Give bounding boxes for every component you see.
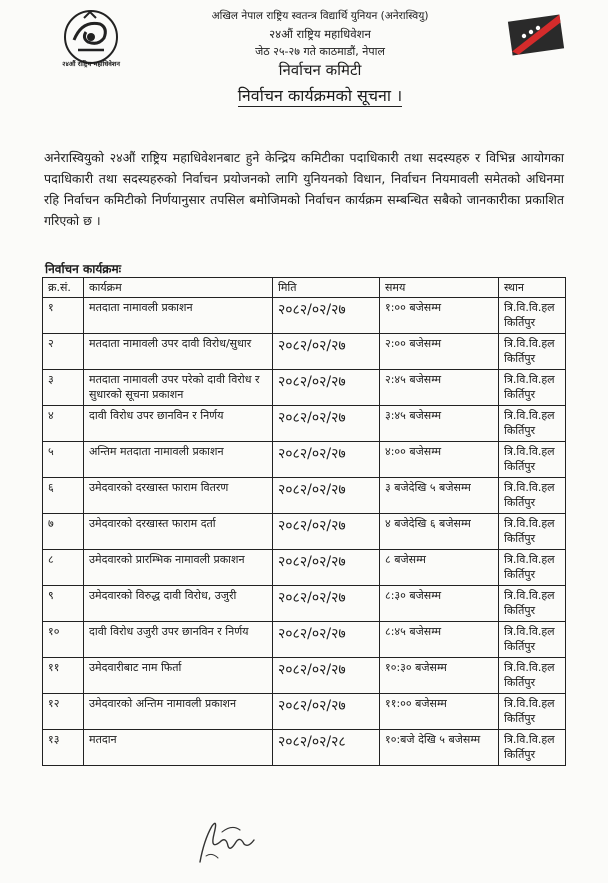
row-program: मतदाता नामावली उपर परेको दावी विरोध र सुधारको सूचना प्रकाशन <box>84 370 273 406</box>
header-program: कार्यक्रम <box>84 278 273 298</box>
row-time: ८ बजेसम्म <box>380 550 499 586</box>
header-date: मिति <box>273 278 380 298</box>
table-row <box>43 694 566 730</box>
row-time: ४ बजेदेखि ६ बजेसम्म <box>380 514 499 550</box>
notice-title-text: निर्वाचन कार्यक्रमको सूचना । <box>237 86 403 105</box>
row-time: १०:बजे देखि ५ बजेसम्म <box>380 730 499 766</box>
row-venue <box>499 550 566 586</box>
venue-hall: त्रि.वि.वि.हल <box>504 661 555 674</box>
row-venue <box>499 334 566 370</box>
venue-place: किर्तिपुर <box>504 424 536 437</box>
row-time: ३:४५ बजेसम्म <box>380 406 499 442</box>
row-time: १:०० बजेसम्म <box>380 298 499 334</box>
row-sn: ७ <box>43 514 84 550</box>
schedule-table <box>42 277 566 766</box>
row-program: उमेदवारको विरुद्ध दावी विरोध, उजुरी <box>84 586 273 622</box>
date-place: जेठ २५-२७ गते काठमाडौं, नेपाल <box>255 45 385 58</box>
row-sn: १२ <box>43 694 84 730</box>
table-row <box>43 658 566 694</box>
table-row <box>43 406 566 442</box>
row-date: २०८२/०२/२७ <box>273 370 380 406</box>
table-row <box>43 622 566 658</box>
row-date: २०८२/०२/२८ <box>273 730 380 766</box>
union-flag-icon <box>504 14 566 56</box>
venue-place: किर्तिपुर <box>504 712 536 725</box>
venue-hall: त्रि.वि.वि.हल <box>504 697 555 710</box>
venue-hall: त्रि.वि.वि.हल <box>504 733 555 746</box>
venue-place: किर्तिपुर <box>504 496 536 509</box>
row-venue <box>499 298 566 334</box>
venue-hall: त्रि.वि.वि.हल <box>504 301 555 314</box>
row-time: १०:३० बजेसम्म <box>380 658 499 694</box>
venue-hall: त्रि.वि.वि.हल <box>504 337 555 350</box>
row-sn: ६ <box>43 478 84 514</box>
table-row <box>43 442 566 478</box>
venue-hall: त्रि.वि.वि.हल <box>504 409 555 422</box>
row-sn: ३ <box>43 370 84 406</box>
row-program: उमेदवारको अन्तिम नामावली प्रकाशन <box>84 694 273 730</box>
row-sn: ११ <box>43 658 84 694</box>
header-time: समय <box>380 278 499 298</box>
row-time: ८:३० बजेसम्म <box>380 586 499 622</box>
row-sn: ४ <box>43 406 84 442</box>
row-date: २०८२/०२/२७ <box>273 298 380 334</box>
schedule-label: निर्वाचन कार्यक्रमः <box>45 262 122 276</box>
row-sn: ८ <box>43 550 84 586</box>
venue-place: किर्तिपुर <box>504 316 536 329</box>
intro-paragraph: अनेरास्वियुको २४औं राष्ट्रिय महाधिवेशनबाट हुने केन्द्रिय कमिटीका पदाधिकारी तथा सदस्यहरु र विभिन्न आयोगका पदाधिकारी तथा सदस्यहरुको निर्वाचन प्रयोजनको लागि युनियनको विधान, निर्वाचन नियमावली समेतको अधिनमा रहि निर्वाचन कमिटीको निर्णयानुसार तपसिल बमोजिमको निर्वाचन कार्यक्रम सम्बन्धित सबैको जानकारीका प्रकाशित गरिएको छ । <box>44 150 564 228</box>
row-venue <box>499 514 566 550</box>
row-program: उमेदवारको दरखास्त फाराम वितरण <box>84 478 273 514</box>
row-program: दावी विरोध उपर छानविन र निर्णय <box>84 406 273 442</box>
row-date: २०८२/०२/२७ <box>273 442 380 478</box>
row-sn: ९ <box>43 586 84 622</box>
row-sn: ५ <box>43 442 84 478</box>
row-time: ११:०० बजेसम्म <box>380 694 499 730</box>
row-date: २०८२/०२/२७ <box>273 586 380 622</box>
row-venue <box>499 478 566 514</box>
venue-place: किर्तिपुर <box>504 532 536 545</box>
venue-place: किर्तिपुर <box>504 568 536 581</box>
row-program: मतदान <box>84 730 273 766</box>
row-sn: १३ <box>43 730 84 766</box>
row-program: मतदाता नामावली उपर दावी विरोध/सुधार <box>84 334 273 370</box>
header-sn: क्र.सं. <box>43 278 84 298</box>
org-name: अखिल नेपाल राष्ट्रिय स्वतन्त्र विद्यार्थि युनियन (अनेरास्वियु) <box>211 10 429 22</box>
row-time: ४:०० बजेसम्म <box>380 442 499 478</box>
venue-place: किर्तिपुर <box>504 388 536 401</box>
signature-image <box>192 812 262 868</box>
row-venue <box>499 586 566 622</box>
venue-place: किर्तिपुर <box>504 604 536 617</box>
venue-hall: त्रि.वि.वि.हल <box>504 625 555 638</box>
table-header-row <box>43 278 566 298</box>
row-date: २०८२/०२/२७ <box>273 334 380 370</box>
venue-hall: त्रि.वि.वि.हल <box>504 553 555 566</box>
row-date: २०८२/०२/२७ <box>273 550 380 586</box>
venue-hall: त्रि.वि.वि.हल <box>504 373 555 386</box>
venue-place: किर्तिपुर <box>504 460 536 473</box>
venue-place: किर्तिपुर <box>504 352 536 365</box>
notice-title <box>130 84 510 106</box>
row-date: २०८२/०२/२७ <box>273 478 380 514</box>
row-venue <box>499 694 566 730</box>
logo-caption: २४औं राष्ट्रिय महाधिवेशन <box>62 60 120 68</box>
row-venue <box>499 370 566 406</box>
convention-title: २४औं राष्ट्रिय महाधिवेशन <box>269 27 371 41</box>
table-row <box>43 586 566 622</box>
table-row <box>43 514 566 550</box>
row-program: मतदाता नामावली प्रकाशन <box>84 298 273 334</box>
table-row <box>43 334 566 370</box>
row-program: उमेदवारको दरखास्त फाराम दर्ता <box>84 514 273 550</box>
row-date: २०८२/०२/२७ <box>273 694 380 730</box>
venue-place: किर्तिपुर <box>504 640 536 653</box>
table-row <box>43 478 566 514</box>
row-date: २०८२/०२/२७ <box>273 406 380 442</box>
row-program: दावी विरोध उजुरी उपर छानविन र निर्णय <box>84 622 273 658</box>
venue-hall: त्रि.वि.वि.हल <box>504 445 555 458</box>
row-date: २०८२/०२/२७ <box>273 622 380 658</box>
venue-place: किर्तिपुर <box>504 676 536 689</box>
row-time: ८:४५ बजेसम्म <box>380 622 499 658</box>
row-venue <box>499 442 566 478</box>
venue-hall: त्रि.वि.वि.हल <box>504 481 555 494</box>
row-time: २:४५ बजेसम्म <box>380 370 499 406</box>
row-time: ३ बजेदेखि ५ बजेसम्म <box>380 478 499 514</box>
table-row <box>43 370 566 406</box>
row-program: अन्तिम मतदाता नामावली प्रकाशन <box>84 442 273 478</box>
row-program: उमेदवारको प्रारम्भिक नामावली प्रकाशन <box>84 550 273 586</box>
row-time: २:०० बजेसम्म <box>380 334 499 370</box>
row-date: २०८२/०२/२७ <box>273 658 380 694</box>
row-sn: २ <box>43 334 84 370</box>
venue-place: किर्तिपुर <box>504 748 536 761</box>
committee-name: निर्वाचन कमिटी <box>278 61 362 79</box>
venue-hall: त्रि.वि.वि.हल <box>504 589 555 602</box>
table-row <box>43 730 566 766</box>
row-sn: १ <box>43 298 84 334</box>
table-row <box>43 550 566 586</box>
row-program: उमेदवारीबाट नाम फिर्ता <box>84 658 273 694</box>
row-sn: १० <box>43 622 84 658</box>
header-venue: स्थान <box>499 278 566 298</box>
row-venue <box>499 622 566 658</box>
row-date: २०८२/०२/२७ <box>273 514 380 550</box>
table-row <box>43 298 566 334</box>
row-venue <box>499 406 566 442</box>
row-venue <box>499 730 566 766</box>
venue-hall: त्रि.वि.वि.हल <box>504 517 555 530</box>
row-venue <box>499 658 566 694</box>
